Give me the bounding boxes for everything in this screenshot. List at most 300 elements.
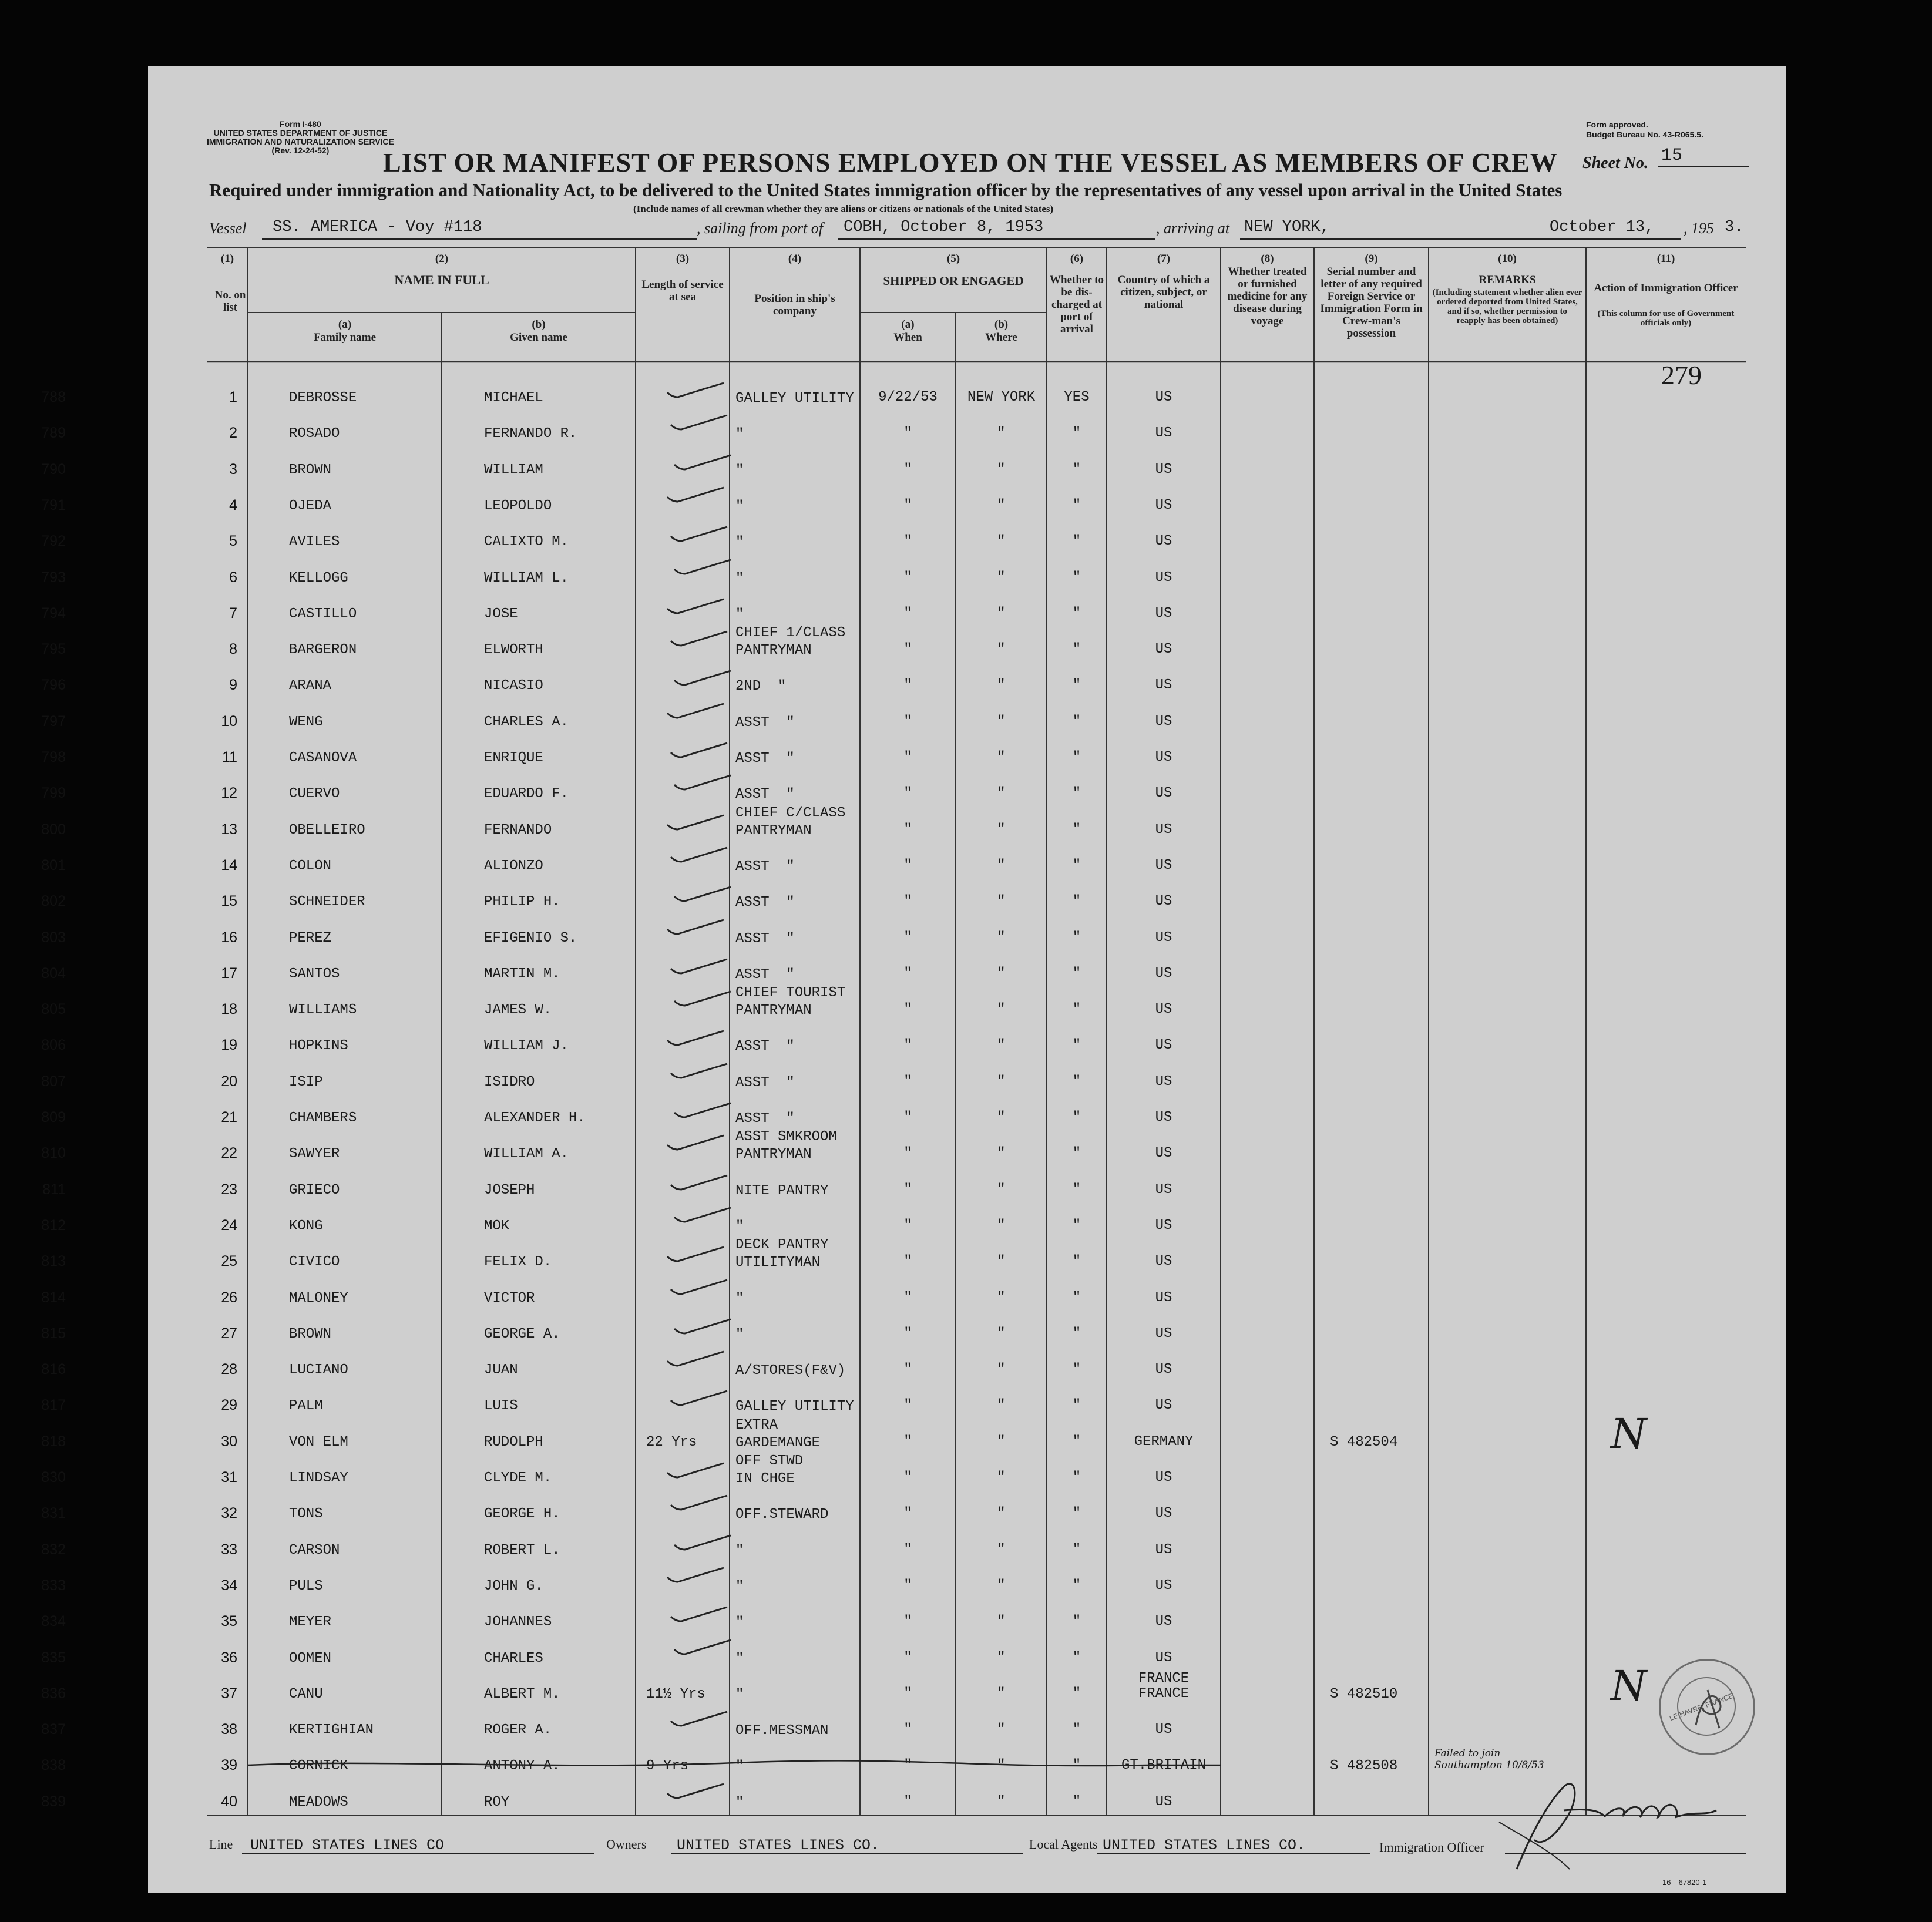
discharged-cell: " bbox=[1072, 1614, 1081, 1629]
row-list-number: 16 bbox=[221, 929, 237, 946]
row-margin-number: 830 bbox=[41, 1469, 66, 1486]
where-cell: " bbox=[997, 1650, 1006, 1666]
when-cell: 9/22/53 bbox=[878, 389, 938, 405]
where-cell: " bbox=[997, 1254, 1006, 1269]
family-name-cell: HOPKINS bbox=[289, 1038, 348, 1054]
row-list-number: 33 bbox=[221, 1541, 237, 1558]
family-name-cell: CASTILLO bbox=[289, 606, 357, 622]
col10-header: REMARKS bbox=[1479, 274, 1536, 286]
given-name-cell: LEOPOLDO bbox=[484, 498, 552, 514]
when-cell: " bbox=[903, 785, 912, 801]
row-margin-number: 836 bbox=[41, 1685, 66, 1702]
when-cell: " bbox=[903, 1110, 912, 1125]
line-value: UNITED STATES LINES CO bbox=[250, 1837, 445, 1854]
row-margin-number: 792 bbox=[41, 533, 66, 549]
when-cell: " bbox=[903, 1650, 912, 1666]
given-name-cell: ALEXANDER H. bbox=[484, 1110, 586, 1126]
form-approved: Form approved. bbox=[1586, 120, 1648, 129]
when-cell: " bbox=[903, 1542, 912, 1558]
country-cell: US bbox=[1155, 822, 1172, 838]
position-cell: DECK PANTRY UTILITYMAN bbox=[735, 1237, 829, 1271]
col1-number: (1) bbox=[220, 253, 234, 265]
family-name-cell: ROSADO bbox=[289, 426, 340, 442]
col1-header: No. on list bbox=[214, 289, 246, 314]
serial-cell: S 482504 bbox=[1330, 1434, 1398, 1450]
serial-cell: S 482508 bbox=[1330, 1758, 1398, 1774]
given-name-cell: JOHANNES bbox=[484, 1614, 552, 1630]
discharged-cell: " bbox=[1072, 930, 1081, 946]
when-cell: " bbox=[903, 1290, 912, 1306]
arrival-date-value: October 13, bbox=[1550, 219, 1655, 236]
col6-header: Whether to be dis-charged at port of arrival bbox=[1050, 274, 1104, 335]
when-cell: " bbox=[903, 498, 912, 513]
row-list-number: 28 bbox=[221, 1361, 237, 1377]
position-cell: " bbox=[735, 1795, 744, 1811]
when-cell: " bbox=[903, 822, 912, 838]
given-name-cell: ANTONY A. bbox=[484, 1758, 560, 1774]
row-margin-number: 835 bbox=[41, 1649, 66, 1666]
discharged-cell: " bbox=[1072, 1145, 1081, 1161]
sailing-label: , sailing from port of bbox=[697, 220, 824, 237]
discharged-cell: " bbox=[1072, 641, 1081, 657]
row-margin-number: 810 bbox=[41, 1145, 66, 1161]
discharged-cell: " bbox=[1072, 714, 1081, 730]
family-name-cell: SCHNEIDER bbox=[289, 894, 365, 910]
country-cell: US bbox=[1155, 498, 1172, 513]
when-cell: " bbox=[903, 1686, 912, 1702]
given-name-cell: MICHAEL bbox=[484, 390, 543, 406]
col2a-header: Family name bbox=[313, 331, 377, 344]
family-name-cell: BROWN bbox=[289, 1326, 332, 1342]
officer-signature bbox=[1493, 1752, 1740, 1875]
row-margin-number: 801 bbox=[41, 857, 66, 873]
when-cell: " bbox=[903, 893, 912, 909]
position-cell: CHIEF 1/CLASS PANTRYMAN bbox=[735, 625, 846, 658]
given-name-cell: WILLIAM A. bbox=[484, 1146, 569, 1162]
discharged-cell: " bbox=[1072, 1397, 1081, 1413]
where-cell: " bbox=[997, 1542, 1006, 1558]
row-list-number: 3 bbox=[229, 461, 237, 478]
where-cell: " bbox=[997, 858, 1006, 873]
when-cell: " bbox=[903, 1362, 912, 1377]
footer-underlines bbox=[148, 66, 1786, 1893]
given-name-cell: ENRIQUE bbox=[484, 750, 543, 766]
row-margin-number: 832 bbox=[41, 1541, 66, 1558]
given-name-cell: JUAN bbox=[484, 1362, 518, 1378]
family-name-cell: WENG bbox=[289, 714, 323, 730]
given-name-cell: WILLIAM bbox=[484, 462, 543, 478]
row-margin-number: 803 bbox=[41, 929, 66, 946]
country-cell: US bbox=[1155, 1397, 1172, 1413]
family-name-cell: VON ELM bbox=[289, 1434, 348, 1450]
col8-number: (8) bbox=[1261, 253, 1274, 265]
when-cell: " bbox=[903, 1326, 912, 1342]
col11-number: (11) bbox=[1657, 253, 1675, 265]
agents-label: Local Agents bbox=[1029, 1837, 1098, 1852]
where-cell: " bbox=[997, 570, 1006, 586]
position-cell: " bbox=[735, 1651, 744, 1667]
where-cell: " bbox=[997, 1362, 1006, 1377]
when-cell: " bbox=[903, 1722, 912, 1738]
country-cell: US bbox=[1155, 1002, 1172, 1017]
given-name-cell: FERNANDO bbox=[484, 822, 552, 838]
discharged-cell: " bbox=[1072, 498, 1081, 513]
family-name-cell: LUCIANO bbox=[289, 1362, 348, 1378]
where-cell: " bbox=[997, 1686, 1006, 1702]
given-name-cell: ISIDRO bbox=[484, 1074, 535, 1090]
row-margin-number: 817 bbox=[41, 1397, 66, 1413]
country-cell: US bbox=[1155, 570, 1172, 586]
row-list-number: 37 bbox=[221, 1685, 237, 1702]
family-name-cell: MEADOWS bbox=[289, 1795, 348, 1810]
country-cell: US bbox=[1155, 1470, 1172, 1486]
position-cell: " bbox=[735, 1327, 744, 1343]
when-cell: " bbox=[903, 1145, 912, 1161]
country-cell: US bbox=[1155, 1145, 1172, 1161]
country-cell: GERMANY bbox=[1134, 1434, 1194, 1450]
where-cell: " bbox=[997, 1794, 1006, 1810]
discharged-cell: " bbox=[1072, 1254, 1081, 1269]
year-value: 3. bbox=[1725, 219, 1744, 236]
when-cell: " bbox=[903, 1182, 912, 1198]
country-cell: US bbox=[1155, 1074, 1172, 1090]
year-label: , 195 bbox=[1684, 220, 1714, 237]
discharged-cell: " bbox=[1072, 1362, 1081, 1377]
officer-label: Immigration Officer bbox=[1379, 1840, 1484, 1854]
row-list-number: 24 bbox=[221, 1217, 237, 1234]
where-cell: " bbox=[997, 750, 1006, 765]
row-margin-number: 809 bbox=[41, 1109, 66, 1125]
given-name-cell: ROBERT L. bbox=[484, 1543, 560, 1558]
page-title: LIST OR MANIFEST OF PERSONS EMPLOYED ON THE VESSEL AS MEMBERS OF CREW bbox=[383, 147, 1558, 177]
country-cell: US bbox=[1155, 1722, 1172, 1738]
col5b-header: Where bbox=[985, 331, 1017, 344]
discharged-cell: " bbox=[1072, 1002, 1081, 1017]
discharged-cell: " bbox=[1072, 1578, 1081, 1594]
row-margin-number: 788 bbox=[41, 389, 66, 405]
row-list-number: 5 bbox=[229, 533, 237, 549]
when-cell: " bbox=[903, 750, 912, 765]
when-cell: " bbox=[903, 533, 912, 549]
country-cell: US bbox=[1155, 1794, 1172, 1810]
when-cell: " bbox=[903, 930, 912, 946]
col4-number: (4) bbox=[788, 253, 802, 265]
family-name-cell: SAWYER bbox=[289, 1146, 340, 1162]
position-cell: ASST SMKROOM PANTRYMAN bbox=[735, 1129, 837, 1162]
when-cell: " bbox=[903, 462, 912, 478]
country-cell: US bbox=[1155, 966, 1172, 982]
remarks-cell: Failed to join Southampton 10/8/53 bbox=[1434, 1748, 1544, 1771]
given-name-cell: MOK bbox=[484, 1218, 510, 1234]
row-margin-number: 839 bbox=[41, 1793, 66, 1810]
row-list-number: 36 bbox=[221, 1649, 237, 1666]
country-cell: US bbox=[1155, 893, 1172, 909]
when-cell: " bbox=[903, 1758, 912, 1773]
where-cell: " bbox=[997, 498, 1006, 513]
include-note: (Include names of all crewman whether they are aliens or citizens or nationals of the United States) bbox=[633, 203, 1054, 214]
discharged-cell: " bbox=[1072, 1110, 1081, 1125]
page-stamp-number: 279 bbox=[1661, 360, 1702, 390]
row-margin-number: 798 bbox=[41, 749, 66, 765]
given-name-cell: ROGER A. bbox=[484, 1722, 552, 1738]
discharged-cell: " bbox=[1072, 462, 1081, 478]
where-cell: " bbox=[997, 1506, 1006, 1521]
country-cell: US bbox=[1155, 1650, 1172, 1666]
when-cell: " bbox=[903, 1037, 912, 1053]
row-margin-number: 793 bbox=[41, 569, 66, 586]
position-cell: " bbox=[735, 1543, 744, 1559]
row-margin-number: 811 bbox=[42, 1181, 66, 1198]
position-cell: " bbox=[735, 1219, 744, 1235]
country-cell: US bbox=[1155, 1326, 1172, 1342]
col2a-letter: (a) bbox=[338, 318, 352, 331]
row-list-number: 15 bbox=[221, 893, 237, 909]
family-name-cell: OOMEN bbox=[289, 1651, 332, 1666]
when-cell: " bbox=[903, 1397, 912, 1413]
discharged-cell: " bbox=[1072, 785, 1081, 801]
country-cell: US bbox=[1155, 1578, 1172, 1594]
discharged-cell: " bbox=[1072, 1686, 1081, 1702]
family-name-cell: CORNICK bbox=[289, 1758, 348, 1774]
row-margin-number: 797 bbox=[41, 713, 66, 730]
family-name-cell: CANU bbox=[289, 1686, 323, 1702]
row-margin-number: 833 bbox=[41, 1577, 66, 1594]
given-name-cell: RUDOLPH bbox=[484, 1434, 543, 1450]
port-stamp bbox=[1659, 1659, 1755, 1755]
sailing-value: COBH, October 8, 1953 bbox=[844, 219, 1044, 236]
where-cell: " bbox=[997, 1326, 1006, 1342]
col9-header: Serial number and letter of any required Foreign Service or Immigration Form in Crew-man's possession bbox=[1320, 266, 1423, 340]
family-name-cell: CASANOVA bbox=[289, 750, 357, 766]
where-cell: " bbox=[997, 462, 1006, 478]
arriving-label: , arriving at bbox=[1156, 220, 1229, 237]
where-cell: " bbox=[997, 641, 1006, 657]
position-cell: " bbox=[735, 571, 744, 587]
where-cell: " bbox=[997, 1002, 1006, 1017]
discharged-cell: " bbox=[1072, 1290, 1081, 1306]
given-name-cell: GEORGE H. bbox=[484, 1506, 560, 1522]
service-length-cell: 11½ Yrs bbox=[646, 1686, 705, 1702]
row-list-number: 34 bbox=[221, 1577, 237, 1594]
col5a-header: When bbox=[893, 331, 922, 344]
discharged-cell: " bbox=[1072, 1506, 1081, 1521]
row-margin-number: 805 bbox=[41, 1001, 66, 1017]
row-margin-number: 816 bbox=[41, 1361, 66, 1377]
given-name-cell: ALIONZO bbox=[484, 858, 543, 874]
given-name-cell: PHILIP H. bbox=[484, 894, 560, 910]
position-cell: " bbox=[735, 426, 744, 442]
row-list-number: 2 bbox=[229, 425, 237, 441]
position-cell: GALLEY UTILITY bbox=[735, 391, 854, 406]
given-name-cell: NICASIO bbox=[484, 678, 543, 694]
given-name-cell: CHARLES bbox=[484, 1651, 543, 1666]
where-cell: " bbox=[997, 1434, 1006, 1450]
family-name-cell: PULS bbox=[289, 1578, 323, 1594]
row-margin-number: 806 bbox=[41, 1037, 66, 1053]
arriving-value: NEW YORK, bbox=[1244, 219, 1330, 236]
country-cell: US bbox=[1155, 1506, 1172, 1521]
col10-number: (10) bbox=[1498, 253, 1517, 265]
where-cell: " bbox=[997, 714, 1006, 730]
position-cell: ASST " bbox=[735, 1111, 795, 1127]
row-list-number: 35 bbox=[221, 1613, 237, 1629]
discharged-cell: " bbox=[1072, 1434, 1081, 1450]
agents-value: UNITED STATES LINES CO. bbox=[1103, 1837, 1306, 1854]
row-margin-number: 837 bbox=[41, 1721, 66, 1738]
given-name-cell: WILLIAM J. bbox=[484, 1038, 569, 1054]
col8-header: Whether treated or furnished medicine for any disease during voyage bbox=[1227, 266, 1308, 327]
position-cell: OFF.MESSMAN bbox=[735, 1723, 829, 1739]
given-name-cell: WILLIAM L. bbox=[484, 570, 569, 586]
family-name-cell: ARANA bbox=[289, 678, 332, 694]
discharged-cell: " bbox=[1072, 1218, 1081, 1234]
row-list-number: 21 bbox=[221, 1109, 237, 1125]
row-list-number: 17 bbox=[221, 965, 237, 982]
where-cell: " bbox=[997, 425, 1006, 441]
when-cell: " bbox=[903, 1506, 912, 1521]
vessel-value: SS. AMERICA - Voy #118 bbox=[273, 219, 482, 236]
family-name-cell: KERTIGHIAN bbox=[289, 1722, 374, 1738]
where-cell: " bbox=[997, 1397, 1006, 1413]
row-list-number: 29 bbox=[221, 1397, 237, 1413]
country-cell: US bbox=[1155, 1110, 1172, 1125]
given-name-cell: JOSE bbox=[484, 606, 518, 622]
family-name-cell: CIVICO bbox=[289, 1254, 340, 1270]
discharged-cell: " bbox=[1072, 1182, 1081, 1198]
manifest-sheet bbox=[41, 66, 1786, 1893]
row-margin-number: 815 bbox=[41, 1325, 66, 1342]
where-cell: NEW YORK bbox=[967, 389, 1036, 405]
where-cell: " bbox=[997, 1758, 1006, 1773]
row-list-number: 18 bbox=[221, 1001, 237, 1017]
position-cell: NITE PANTRY bbox=[735, 1183, 829, 1199]
given-name-cell: GEORGE A. bbox=[484, 1326, 560, 1342]
row-list-number: 6 bbox=[229, 569, 237, 586]
position-cell: ASST " bbox=[735, 751, 795, 767]
col2b-letter: (b) bbox=[532, 318, 546, 331]
when-cell: " bbox=[903, 1254, 912, 1269]
vessel-label: Vessel bbox=[209, 220, 247, 237]
row-list-number: 22 bbox=[221, 1145, 237, 1161]
family-name-cell: BARGERON bbox=[289, 642, 357, 658]
row-list-number: 7 bbox=[229, 605, 237, 621]
discharged-cell: " bbox=[1072, 1794, 1081, 1810]
family-name-cell: OJEDA bbox=[289, 498, 332, 514]
country-cell: FRANCE FRANCE bbox=[1138, 1671, 1190, 1702]
when-cell: " bbox=[903, 1794, 912, 1810]
col5-header: SHIPPED OR ENGAGED bbox=[883, 274, 1024, 288]
family-name-cell: ISIP bbox=[289, 1074, 323, 1090]
row-list-number: 9 bbox=[229, 677, 237, 693]
country-cell: US bbox=[1155, 785, 1172, 801]
position-cell: ASST " bbox=[735, 967, 795, 983]
col6-number: (6) bbox=[1070, 253, 1084, 265]
row-margin-number: 804 bbox=[41, 965, 66, 982]
family-name-cell: KELLOGG bbox=[289, 570, 348, 586]
discharged-cell: " bbox=[1072, 606, 1081, 621]
country-cell: US bbox=[1155, 425, 1172, 441]
line-label: Line bbox=[209, 1837, 233, 1852]
service-length-cell: 22 Yrs bbox=[646, 1434, 697, 1450]
given-name-cell: CALIXTO M. bbox=[484, 534, 569, 550]
col3-header: Length of service at sea bbox=[641, 278, 724, 303]
given-name-cell: ELWORTH bbox=[484, 642, 543, 658]
when-cell: " bbox=[903, 1434, 912, 1450]
country-cell: US bbox=[1155, 1542, 1172, 1558]
position-cell: ASST " bbox=[735, 1039, 795, 1054]
country-cell: US bbox=[1155, 1362, 1172, 1377]
when-cell: " bbox=[903, 1614, 912, 1629]
when-cell: " bbox=[903, 1578, 912, 1594]
row-list-number: 30 bbox=[221, 1433, 237, 1450]
where-cell: " bbox=[997, 1218, 1006, 1234]
row-margin-number: 838 bbox=[41, 1757, 66, 1773]
when-cell: " bbox=[903, 425, 912, 441]
row-list-number: 38 bbox=[221, 1721, 237, 1738]
row-margin-number: 796 bbox=[41, 677, 66, 693]
col3-number: (3) bbox=[676, 253, 690, 265]
row-list-number: 32 bbox=[221, 1505, 237, 1521]
where-cell: " bbox=[997, 1470, 1006, 1486]
when-cell: " bbox=[903, 966, 912, 982]
country-cell: US bbox=[1155, 677, 1172, 693]
family-name-cell: CHAMBERS bbox=[289, 1110, 357, 1126]
row-list-number: 20 bbox=[221, 1073, 237, 1090]
row-margin-number: 834 bbox=[41, 1613, 66, 1629]
where-cell: " bbox=[997, 1722, 1006, 1738]
row-list-number: 14 bbox=[221, 857, 237, 873]
position-cell: ASST " bbox=[735, 931, 795, 947]
when-cell: " bbox=[903, 570, 912, 586]
discharged-cell: " bbox=[1072, 1326, 1081, 1342]
discharged-cell: YES bbox=[1064, 389, 1090, 405]
discharged-cell: " bbox=[1072, 1650, 1081, 1666]
row-margin-number: 807 bbox=[41, 1073, 66, 1090]
position-cell: CHIEF TOURIST PANTRYMAN bbox=[735, 985, 846, 1019]
row-list-number: 39 bbox=[221, 1757, 237, 1773]
discharged-cell: " bbox=[1072, 1037, 1081, 1053]
when-cell: " bbox=[903, 858, 912, 873]
family-name-cell: COLON bbox=[289, 858, 332, 874]
country-cell: US bbox=[1155, 858, 1172, 873]
col7-number: (7) bbox=[1157, 253, 1171, 265]
discharged-cell: " bbox=[1072, 677, 1081, 693]
country-cell: US bbox=[1155, 1254, 1172, 1269]
country-cell: US bbox=[1155, 930, 1172, 946]
stamp-text: LE HAVRE, FRANCE bbox=[1668, 1691, 1735, 1723]
department-name: UNITED STATES DEPARTMENT OF JUSTICE bbox=[213, 128, 388, 137]
given-name-cell: ROY bbox=[484, 1795, 510, 1810]
given-name-cell: CHARLES A. bbox=[484, 714, 569, 730]
where-cell: " bbox=[997, 893, 1006, 909]
given-name-cell: CLYDE M. bbox=[484, 1470, 552, 1486]
owners-label: Owners bbox=[606, 1837, 647, 1852]
form-number: Form I-480 bbox=[280, 119, 321, 129]
country-cell: US bbox=[1155, 389, 1172, 405]
position-cell: " bbox=[735, 607, 744, 623]
row-margin-number: 831 bbox=[41, 1505, 66, 1521]
when-cell: " bbox=[903, 1074, 912, 1090]
family-name-cell: CARSON bbox=[289, 1543, 340, 1558]
family-name-cell: BROWN bbox=[289, 462, 332, 478]
col2b-header: Given name bbox=[510, 331, 567, 344]
family-name-cell: MEYER bbox=[289, 1614, 332, 1630]
where-cell: " bbox=[997, 1145, 1006, 1161]
discharged-cell: " bbox=[1072, 533, 1081, 549]
where-cell: " bbox=[997, 1182, 1006, 1198]
family-name-cell: TONS bbox=[289, 1506, 323, 1522]
country-cell: US bbox=[1155, 1218, 1172, 1234]
